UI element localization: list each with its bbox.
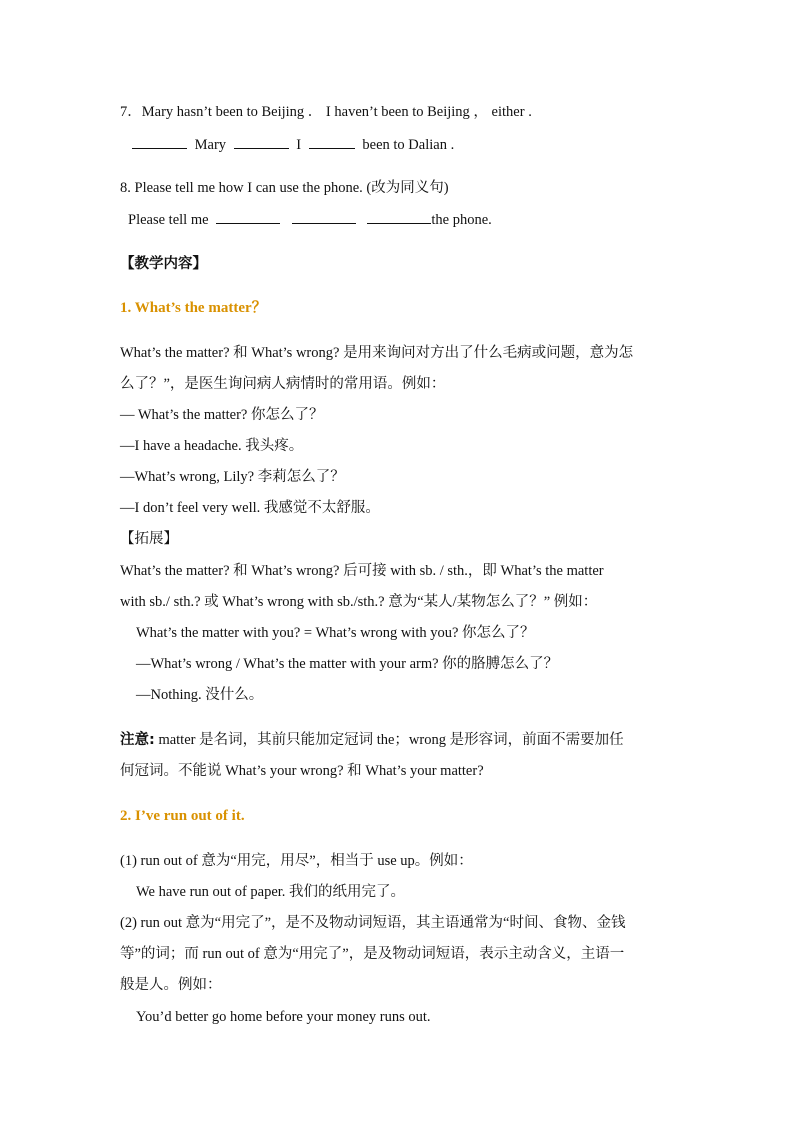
s1-example-1: — What’s the matter? 你怎么了？ xyxy=(120,407,324,423)
s1-p1-line2: 么了？”，是医生询问病人病情时的常用语。例如： xyxy=(120,376,446,392)
s1-extension-title: 【拓展】 xyxy=(120,531,178,547)
note-text: matter 是名词，其前只能加定冠词 the；wrong 是形容词，前面不需要加任 xyxy=(154,732,624,748)
s2-p2-line2: 等”的词；而 run out of 意为“用完了”，是及物动词短语，表示主动含义，主语一 xyxy=(120,946,625,962)
s1-p1-line1: What’s the matter? 和 What’s wrong? 是用来询问对方出了什么毛病或问题，意为怎 xyxy=(120,345,634,361)
s1-note-line1 xyxy=(120,730,680,750)
s2-p1: (1) run out of 意为“用完，用尽”，相当于 use up。例如： xyxy=(120,853,473,869)
answer-blank[interactable] xyxy=(309,134,355,149)
s1-ext-example-1: What’s the matter with you? = What’s wrong with you? 你怎么了？ xyxy=(136,625,535,641)
q8-line1: 8. Please tell me how I can use the phone. (改为同义句) xyxy=(120,180,449,196)
s1-example-3: —What’s wrong, Lily? 李莉怎么了？ xyxy=(120,469,345,485)
q7-line1: 7．Mary hasn’t been to Beijing ． I haven’t been to Beijing ， either . xyxy=(120,104,532,120)
answer-blank[interactable] xyxy=(367,209,431,224)
s2-heading: 2. I’ve run out of it. xyxy=(120,808,245,824)
answer-blank[interactable] xyxy=(234,134,289,149)
s1-note-line2: 何冠词。不能说 What’s your wrong? 和 What’s your matter? xyxy=(120,763,484,779)
q8-line2-end: the phone. xyxy=(431,212,492,228)
note-label: 注意: xyxy=(120,732,155,748)
q7-word-mary: Mary xyxy=(194,137,227,153)
s2-p2-line3: 般是人。例如： xyxy=(120,977,222,993)
s1-ext-example-2: —What’s wrong / What’s the matter with your arm? 你的胳膊怎么了？ xyxy=(136,656,559,672)
s2-p2-example: You’d better go home before your money runs out. xyxy=(136,1009,431,1025)
answer-blank[interactable] xyxy=(216,209,280,224)
s1-example-2: —I have a headache. 我头疼。 xyxy=(120,438,304,454)
s2-p2-line1: (2) run out 意为“用完了”，是不及物动词短语，其主语通常为“时间、食物、金钱 xyxy=(120,915,626,931)
q8-line2 xyxy=(128,209,680,230)
s1-example-4: —I don’t feel very well. 我感觉不太舒服。 xyxy=(120,500,380,516)
answer-blank[interactable] xyxy=(292,209,356,224)
s2-p1-example: We have run out of paper. 我们的纸用完了。 xyxy=(136,884,406,900)
q7-line2 xyxy=(128,134,680,155)
q7-word-i: I xyxy=(296,137,302,153)
s1-heading: 1. What’s the matter？ xyxy=(120,300,267,316)
s1-ext-example-3: —Nothing. 没什么。 xyxy=(136,687,264,703)
s1-ext-line1: What’s the matter? 和 What’s wrong? 后可接 with sb. / sth.，即 What’s the matter xyxy=(120,563,604,579)
answer-blank[interactable] xyxy=(132,134,187,149)
s1-ext-line2: with sb./ sth.? 或 What’s wrong with sb./sth.? 意为“某人/某物怎么了？” 例如： xyxy=(120,594,598,610)
q8-line2-start: Please tell me xyxy=(128,212,209,228)
section-title: 【教学内容】 xyxy=(120,256,207,272)
q7-line2-end: been to Dalian . xyxy=(362,137,455,153)
